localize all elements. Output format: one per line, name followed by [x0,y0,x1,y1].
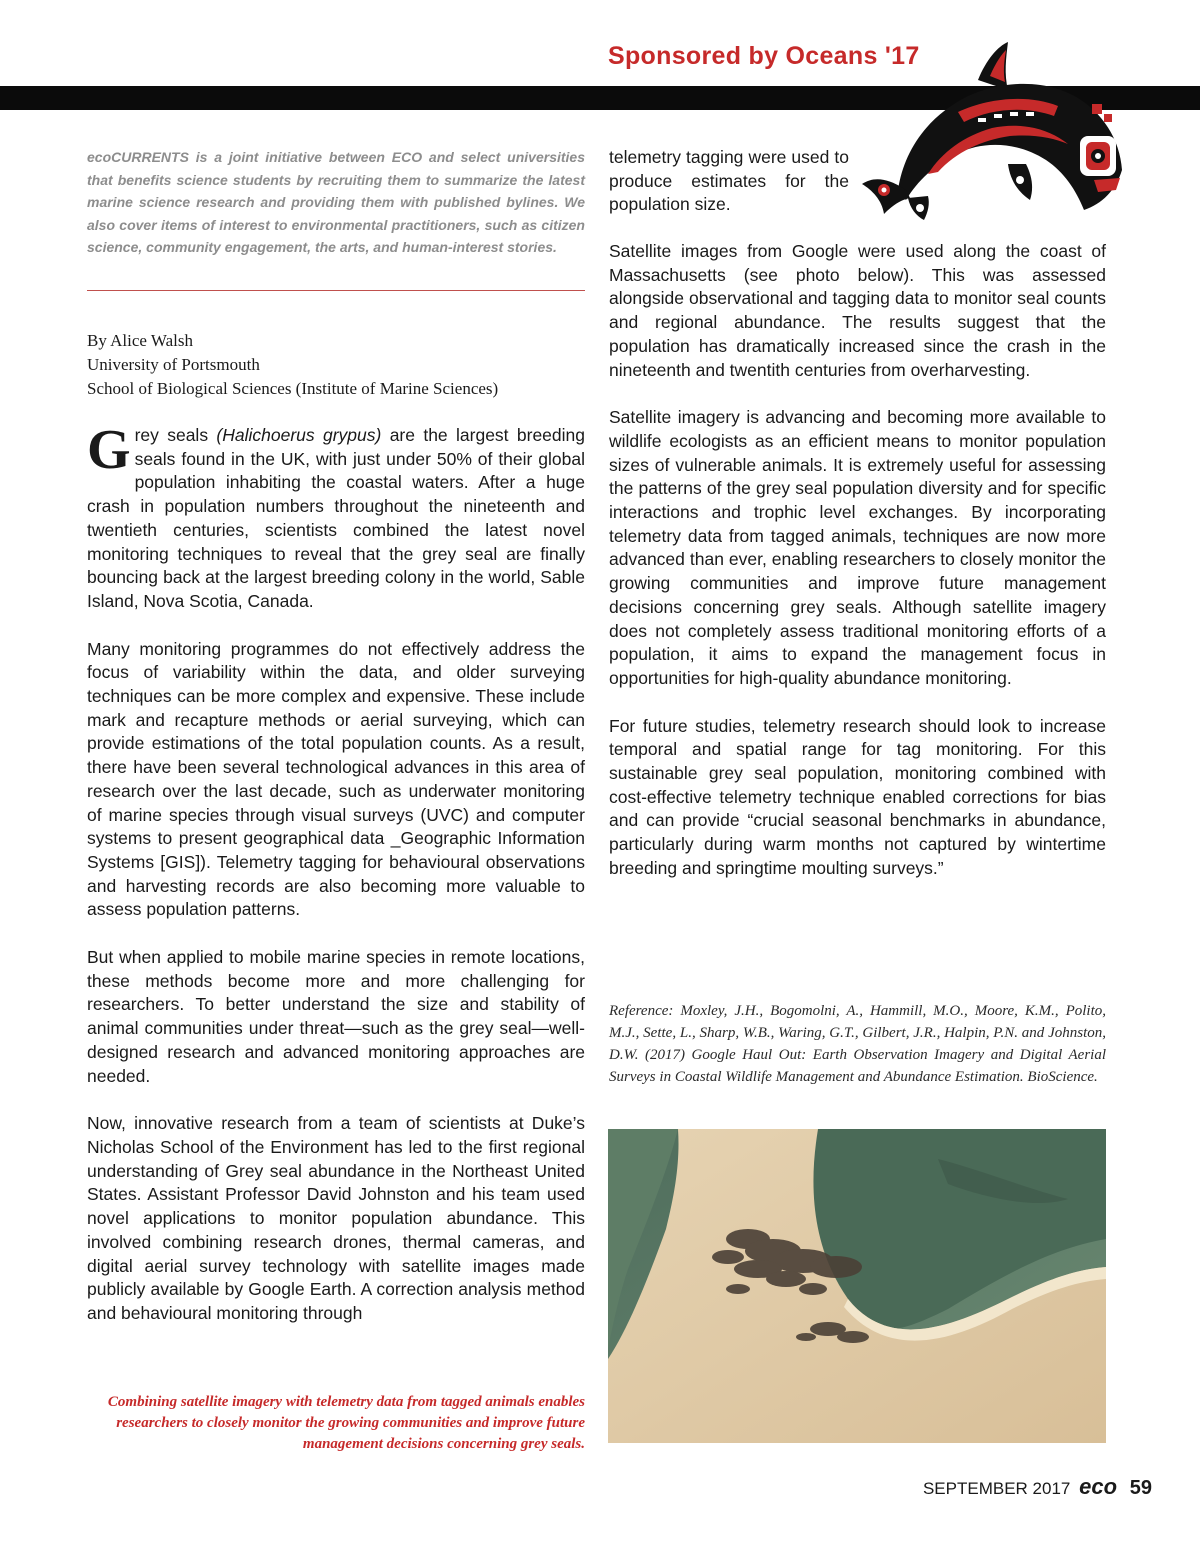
magazine-logo: eco [1079,1474,1118,1499]
aerial-seal-photo [608,1129,1106,1443]
species-name: (Halichoerus grypus) [216,425,382,445]
article-column-right [609,240,1106,905]
article-paragraph: But when applied to mobile marine species in remote locations, these methods become more and more challenging for researchers. To better understand the size and stability of animal communities under threat—such as the grey seal—well-designed research and advanced monitoring approaches are needed. [87,947,585,1086]
author-name: By Alice Walsh [87,331,193,350]
orca-icon [858,40,1140,222]
article-continuation [609,146,849,217]
article-paragraph: Grey seals (Halichoerus grypus) are the largest breeding seals found in the UK, with just under 50% of their global population inhabiting the coastal waters. After a huge crash in population numbers throughout the nineteenth and twentieth centuries, scientists combined the latest novel monitoring techniques to reveal that the grey seal are finally bouncing back at the largest breeding colony in the world, Sable Island, Nova Scotia, Canada. [87,419,585,611]
page-number: 59 [1129,1477,1152,1499]
article-paragraph: Satellite imagery is advancing and becoming more available to wildlife ecologists as an efficient means to monitor population sizes of vulnerable animals. It is extremely useful for assessing the patterns of the grey seal population diversity and for specific interactions and trophic level exchanges. By incorporating telemetry data from tagged animals, techniques are now more advanced than ever, enabling researchers to closely monitor the growing communities and improve future management decisions concerning grey seals. Although satellite imagery does not completely assess traditional monitoring efforts of a population, it aims to expand the management focus in opportunities for high-quality abundance monitoring. [609,407,1106,688]
author-department: School of Biological Sciences (Institute of Marine Sciences) [87,379,499,398]
article-paragraph: Many monitoring programmes do not effectively address the focus of variability within the data, and older surveying techniques can be more complex and expensive. These include mark and recapture methods or aerial surveying, which can provide estimations of the total population counts. As a result, there have been several technological advances in this area of research over the last decade, such as underwater monitoring of marine species through visual surveys (UVC) and computer systems to present geographical data _Geographic Information Systems [GIS]). Telemetry tagging for behavioural observations and harvesting records are also becoming more valuable to assess population patterns. [87,638,585,920]
page-footer [923,1474,1152,1500]
intro-blurb: ecoCURRENTS is a joint initiative between ECO and select universities that benefits science students by recruiting them to summarize the latest marine science research and providing them with published bylines. We also cover items of interest to environmental practitioners, such as citizen science, community engagement, the arts, and human-interest stories. [87,149,585,255]
article-paragraph: Satellite images from Google were used along the coast of Massachusetts (see photo below). This was assessed alongside observational and tagging data to monitor seal counts and regional abundance. The results suggest that the population has dramatically increased since the crash in the nineteenth and twentith centuries from overharvesting. [609,241,1106,380]
issue-date: SEPTEMBER 2017 [922,1479,1071,1498]
article-paragraph: Now, innovative research from a team of scientists at Duke’s Nicholas School of the Environment has led to the first regional understanding of Grey seal abundance in the Northeast United States. Assistant Professor David Johnston and his team used novel applications to monitor population abundance. This involved combining research drones, thermal cameras, and digital aerial survey technology with satellite images made publicly available by Google Earth. A correction analysis method and behavioural monitoring through [87,1113,585,1323]
byline [87,329,585,401]
article-paragraph: telemetry tagging were used to produce estimates for the population size. [609,147,849,215]
author-institution: University of Portsmouth [87,355,260,374]
section-header-title: Sponsored by Oceans '17 [608,42,920,70]
photo-caption: Combining satellite imagery with telemetry data from tagged animals enables researchers to closely monitor the growing communities and improve future management decisions concerning grey seals. [107,1394,585,1452]
divider [87,290,585,291]
reference-citation: Reference: Moxley, J.H., Bogomolni, A., Hammill, M.O., Moore, K.M., Polito, M.J., Sette, L., Sharp, W.B., Waring, G.T., Gilbert, J.R., Halpin, P.N. and Johnston, D.W. (2017) Google Haul Out: Earth Observation Imagery and Digital Aerial Surveys in Coastal Wildlife Management and Abundance Estimation. BioScience. [609,1003,1106,1085]
article-paragraph: For future studies, telemetry research should look to increase temporal and spatial range for tag monitoring. For this sustainable grey seal population, monitoring combined with cost-effective telemetry technique enabled corrections for bias and can provide “crucial seasonal benchmarks in abundance, particularly during warm months not captured by wintertime breeding and springtime moulting surveys.” [609,715,1106,878]
drop-cap: G [87,419,131,481]
article-column-left [87,419,585,1326]
